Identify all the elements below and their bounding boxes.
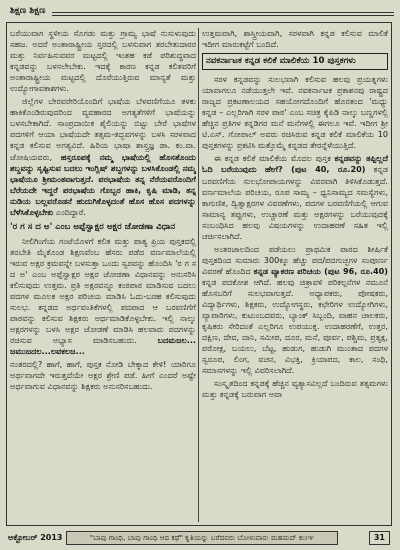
right-paragraph-5: ಸಂಸ್ಕೃತದಿಂದ ಕನ್ನಡಕ್ಕೆ ಹೆಚ್ಚಿನ ವ್ಯತ್ಯಾಸವಿಲ್ಲದೆ ಬಂದಿರುವ ತತ್ಸಮಗಳು ಮತ್ತು ಕನ್ನಡಕ್ಕೆ ಬರುವಾಗ ಅವಾ <box>202 378 388 400</box>
left-paragraph-2-text: ಜಿಲ್ಲೆಗಳ ಬೇರವರೇರಿಯೊಂದಿಗೆ ಭಾಷೆಯ ಬೆಳವಣಿಗೆಯೂ ತಳಕು ಹಾಕಿಕೊಂಡಿರುವುದರಿಂದ ವ್ಯವಹಾರದ ಅಗತ್ಯತೆಗಳಿಗೆ ಭಾಷೆಯನ್ನು ಬಳಸಬೇಕಾಗಿದೆ. ಸಾಂಪ್ರದಾಯಿಕ ಶೈಲಿಯನ್ನು ಬಿಟ್ಟು ಬೇರೆ ಭಾಷೆಗಳ ಪದಗಳಿಗೆ ಆಯಾ ಭಾಷೆಯದೇ ತತ್ಸಮ-ತದ್ಭವಗಳನ್ನು ಬಳಸಿ ಸರಳವಾದ ಕನ್ನಡ ಕಲಿಸುವ ಅಗತ್ಯವಿದೆ. ಹಿರಿಯ ಭಾಷಾ ಶಾಸ್ತ್ರಜ್ಞ ಡಾ. ಕಂ.ವಾ. ಜೋಷಿಯವರು, <box>10 96 196 162</box>
left-paragraph-1: ಬರೆಯುವಾಗ ಸ್ಥಳೀಯ ಸೊಗಡು ಮತ್ತು ಗ್ರಾಮ್ಯ ಭಾಷೆ ನುಸುಳುವುದು ಸಹಜ. ಅದರೆ ಅಂತಾರಾಷ್ಟ್ರೀಯ ಸ್ತರದಲ್ಲಿ ಬಳಸುವಾಗ ತರಬೇತುದಾರರ ಮತ್ತು ನಿರ್ವಹಿಸುವವರ ಮಟ್ಟದಲ್ಲಿ ಇಂತಹ ಕಡೆ ಪರಿಶುದ್ಧವಾದ ಕನ್ನಡವನ್ನು ಬಳಸಲೇಬೇಕು. ಇದಕ್ಕೆ ಕಾರಣ ಕನ್ನಡ ಕಲಿತವರಿಗೆ ಅಂತಾರಾಷ್ಟ್ರೀಯ ಮಟ್ಟದಲ್ಲಿ ದೊರೆಯುತ್ತಿರುವ ಮಾನ್ಯತೆ ಮತ್ತು ಉದ್ಯೋಗಾವಕಾಶಗಳು. <box>10 28 196 94</box>
left-subheading: 'ರ ಗ ಸ ದ ಅ' ಎಂಬ ಅಪ್ಪೆಸ್ವಾಕ್ಷರ ಅಕ್ಷರ ಜೋಡಣಾ ವಿಧಾನ <box>10 221 176 232</box>
left-paragraph-2-end: ಎಂದಿದ್ದಾರೆ. <box>53 206 86 217</box>
right-paragraph-2: ಸರಳ ಕನ್ನಡವನ್ನು ಸುಲಭವಾಗಿ ಕಲಿಸುವ ಹಲವು ಪ್ರಯತ್ನಗಳು ಯಾವಾಗಲೂ ನಡೆಯುತ್ತಲೇ ಇವೆ. ನವಕರ್ನಾಟಕ ಪ್ರಕಾಶನವು ರಾಷ್ಟ್ರದ ರಾಜ್ಯದ ಪ್ರಕಟಣಾಲಯದ ಸಹಯೋಗದೊಂದಿಗೆ ಹೊರತಂದ 'ಮಧ್ಯು ಕನ್ನಡ – ಎಲ್ಲರಿಗಾಗಿ ಸರಳ ಪಾಠ' ಎಂಬ ಸಚಿತ್ರ ಕೈಪಿಡಿ ನಾಲ್ಕು ಬಣ್ಣಗಳಲ್ಲಿ ಹೆಚ್ಚಿನ ಪ್ರತಿಗಳ ಕನ್ನಡಿಗರ ಮನೆ ಮನೆಗಳಲ್ಲಿ ಈಗಲೂ ಇವೆ. ಇದೀಗ ಶ್ರೀ ಟಿ.ಎಸ್. ಗೋಪಾಲ್ ಅವರು ರಚಿಸಿರುವ ಕನ್ನಡ ಕಲಿಕೆ ಮಾಲಿಕೆಯ 10 ಪುಸ್ತಕಗಳನ್ನು ಪ್ರಕಟಿಸಿ ಮತ್ತೊಮ್ಮೆ ಕನ್ನಡದ ತೇರನ್ನೆಳೆಯುತ್ತಿದೆ. <box>202 74 388 151</box>
right-paragraph-4-rest: ಕನ್ನಡ ಪದಕೋಶ ಆಗಿದೆ. ಹಲವು ಚಿತ್ರಾವಳಿ ಪರಿಕಲ್ಪನೆಗಳ ನಮೂನೆ ಹೊಸಬರಿಗೆ ಸುಲಭವಾಗುತ್ತದೆ. ಅಧ್ಯಾಪಕರು, ಪೋಷಕರು, ವಿದ್ಯಾರ್ಥಿಗಳು, ಶಿಕ್ಷಕರು, ಉದ್ಯೋಗಸ್ಥರು, ಕಛೇರಿಗಳ ಉದ್ಯೋಗಿಗಳು, ವ್ಯಾಪಾರಿಗಳು, ಕುಟುಂಬದವರು, ಬ್ಯಾಂಕ್ ಸಿಬ್ಬಂದಿ, ವಾಹನ ಚಾಲಕರು, ಕೃಷಿಕರು ಸೇರಿದಂತೆ ಎಲ್ಲರಿಗೂ ಉಪಯುಕ್ತ. ಉದಾಹರಣೆಗೆ, ಉತ್ತರ, ದಕ್ಷಿಣ, ದೇವ, ದಾನಿ, ಸಮೀಪ, ದೂರ, ಮನೆ, ಪೂರ್ವ, ಪಶ್ಚಿಮ, ಪ್ರತ್ಯಕ್ಷ, ಪರೋಕ್ಷ, ಬಯಲು, ಬೆಟ್ಟ, ಹುಡುಗ, ಹುಡುಗಿ ಮುಂತಾದ ಪದಗಳ ಸ್ವರೂಪ, ಲಿಂಗ, ವಚನ, ವಿಭಕ್ತಿ, ಕ್ರಿಯಾಪದ, ಕಾಲ, ಸಂಧಿ, ಸಮಾಸಗಳನ್ನು ಇಲ್ಲಿ ವಿವರಿಸಲಾಗಿದೆ. <box>202 276 388 376</box>
right-paragraph-3-rest: ಕನ್ನಡ ಬರವಣಿಗೆಯ ಸುಲಭೋಪಾಯಗಳನ್ನು ವಿವರವಾಗಿ ತಿಳಿಸಿಕೊಡುತ್ತದೆ. ವರ್ಣಮಾಲೆಯ ಪರಿಚಯ, ರೂಪ ಸಾಮ್ಯ – ಧ್ವನಿಸಾಮ್ಯದ ಸಮಸ್ಯೆಗಳು, ಕಾಗುಣಿತ, ದ್ವಿತ್ವಾಕ್ಷರಗಳ ವಿವರಣೆಗಳು, ಪದಗಳ ಬರವಣಿಗೆಯಲ್ಲಿ ಆಗುವ ಸಾಮಾನ್ಯ ತಪ್ಪುಗಳು, ಉಚ್ಚಾರಣೆ ಮತ್ತು ಅಕ್ಷರಗಳನ್ನು ಬರೆಯುವುದಕ್ಕೆ ಸಂಬಂಧಿಸಿದ ಹಲವು ವಿಷಯಗಳನ್ನು ಉದಾಹರಣೆ ಸಹಿತ ಇಲ್ಲಿ ಚರ್ಚಿಸಲಾಗಿದೆ. <box>202 164 388 241</box>
right-boxed-heading: ನವಕರ್ನಾಟಕ ಕನ್ನಡ ಕಲಿಕೆ ಮಾಲಿಕೆಯ 10 ಪುಸ್ತಕಗಳು <box>202 53 388 70</box>
header-rule <box>52 12 394 16</box>
column-divider <box>198 28 199 522</box>
right-paragraph-3 <box>202 153 388 241</box>
left-paragraph-2 <box>10 96 196 218</box>
page-number: 31 <box>369 531 390 545</box>
left-column <box>10 28 196 522</box>
footer-banner: "ಬಾಪು ಗಾಂಧಿ, ಬಾಪು ಗಾಂಧಿ ಆದ ಕಥೆ" ಕೃತಿಯನ್ನು ಬರೆದವರು ಬೋಳುವಾರು ಮಹಮದ್ ಕುಂಞ <box>66 531 338 545</box>
right-paragraph-4-book-title: ಕನ್ನಡ ವ್ಯಾಕರಣ ಪರಿಚಯ (ಪುಟ 96, ರೂ.40) <box>253 265 388 276</box>
left-paragraph-3-words: ಬದಮಜಲ... ಜಮುಜದಲ...ಲವಕಲಜ... <box>10 335 196 357</box>
section-title: ಶಿಕ್ಷಣ ಶಿಕ್ಷಣ <box>10 6 46 16</box>
page-header <box>4 3 396 21</box>
left-paragraph-2-quote: ಹಸ್ತರೂಪಕ್ಕೆ ನಮ್ಮ ಭಾಷೆಯಲ್ಲಿ ಹೊಸತೊಂದು ಶಬ್ದವನ್ನು ಸೃಷ್ಟಿಸುವ ಬದಲು ಇಂಗ್ಲಿಷ್ ಶಬ್ದಗಳನ್ನು ಬಳಸಿಕೊಂಡಲ್ಲಿ ನಮ್ಮ ಭಾಷೆಯೂ ಶ್ರೀಮಂತವಾಗುತ್ತದೆ. ಪರಭಾಷೆಯ ತನ್ನ ನೆರೆಯವರೊಂದಿಗೆ ಬೆರೆಯದೇ ಇದ್ದರೆ ಪರಭಾಷೆಯ ಗೊಬ್ಬರ ಹಾಕಿ, ಕೃಷಿ ಮಾಡಿ, ತನ್ನ ನುಡಿಯ ಬಲ್ಲವರೊಡನೆ ಹುದುಗಿಕೊಳ್ಳದಂತೆ ಹೊಸ ಹೊಸ ಪದಗಳನ್ನು ಬೆಳೆಸಿಕೊಳ್ಳಬೇಕು <box>10 151 196 217</box>
right-paragraph-1: ಉತ್ತಮವಾಗಿ, ಶಾಸ್ತ್ರೀಯವಾಗಿ, ಸರಳವಾಗಿ ಕನ್ನಡ ಕಲಿಸುವ ಮಾಲಿಕೆ ಇದೀಗ ಮಾರುಕಟ್ಟೆಗೆ ಬಂದಿದೆ. <box>202 28 388 50</box>
left-paragraph-3 <box>10 236 196 358</box>
left-paragraph-4: ನಂತರದಲ್ಲಿ? ಹಾಗೆ, ಹಾಗೆ, ಪುಸ್ತಕ ನೋಡಿ ಬೇಕ್ಕಾದ ಕೇಳಿ! ಯಾರಿಗೂ ಅರ್ಥವಾಗದೇ ಇರುತ್ತದೆಯೇ ಅಕ್ಷರ ಶ್ರೇಣಿ ಪಡೆ. ಹೀಗೆ ಎಂದರೆ ಅಷ್ಟೇ ಅರ್ಥವಾಗುವ ವಿಧಾನವನ್ನು ಶಿಕ್ಷಕರು ಅನುಸರಿಸಬಹುದು. <box>10 359 196 392</box>
right-paragraph-3-start: ಈ ಕನ್ನಡ ಕಲಿಕೆ ಮಾಲಿಕೆಯ ಮೊದಲ ಪುಸ್ತಕ <box>214 153 335 164</box>
right-paragraph-3-book-title: ಕನ್ನಡವನ್ನು ತಪ್ಪಿಲ್ಲದೆ ಓದಿ ಬರೆಯುವುದು ಹೇಗೆ? (ಪುಟ 40, ರೂ.20) <box>202 153 388 175</box>
page-footer <box>6 530 392 546</box>
right-paragraph-4-start: ಅಂತರಜಾಲದಿಂದ ಪಡೆಯಲು ಪ್ರಾಥಮಿಕ ಪಾಠದ ಶೀರ್ಷಿಕೆ ಪುಸ್ತಕದಿಂದ ಸುಮಾರು 300ಕ್ಕೂ ಹೆಚ್ಚು ಪದ/ಪದಗುಚ್ಛಗಳ ಸಂಪೂರ್ಣ ವಿವರಣೆ ಹೊಂದಿದ <box>202 243 388 276</box>
issue-date: ಅಕ್ಟೋಬರ್ 2013 <box>8 533 63 542</box>
right-paragraph-4 <box>202 244 388 377</box>
left-paragraph-3-text: ನೀಲಿಗಿಂಗೆಯ ಗಂಟೆಯೊಳಗೆ ಕಲಿತ ಮತ್ತು ಪಾತ್ಯ ಪ್ರಿಯ ಪುಸ್ತಕದಲ್ಲಿ ತರಬೇತಿ ಮೈಕೊಂಡ ಶಿಕ್ಷಣವೆಂಬ ಹೆಸರು ಪಡೆದ ವರ್ಣಮಾಲೆಯಲ್ಲಿ ಇರುವ ಅಕ್ಷರ ಕ್ರಮವನ್ನೇ ಬಳಸುತ್ತಾ ಒಂದು ಸ್ವರವನ್ನು ಹೊಂದಿಸಿ 'ರ ಗ ಸ ದ ಅ' ಎಂಬ ಅಪ್ಪೆಸ್ವಾಕ್ಷರ ಅಕ್ಷರ ಜೋಡಣಾ ವಿಧಾನವನ್ನು ಅನುಸರಿಸಿ ಕಲಿಸುವುದು ಉತ್ತಮ. ಪ್ರತಿ ಅಕ್ಷರವನ್ನೂ ಕಂಠಪಾಠ ಮಾಡಿಸುವ ಬದಲು ಪದಗಳ ಮೂಲಕ ಅಕ್ಷರ ಪರಿಚಯ ಮಾಡಿಸಿ ಓದು-ಬರಹ ಕಲಿಸುವುದು ಸುಲಭ. ಕನ್ನಡದ ಅರ್ಥವಂತಿಕೆಗಳಲ್ಲಿ ಪದಪಾದ ಆ ಬರವಣಿಗೆಗೆ ಪಾಠವನ್ನು ಕಲಿಸುವ ಶಿಕ್ಷಕರು ಅರ್ಥಮಾಡಿಕೊಳ್ಳಬೇಕು. ಇಲ್ಲಿ ನಾಲ್ಕು ಅಕ್ಷರಗಳನ್ನು ಬಳಸಿ ಅಕ್ಷರ ಜೋಡಣೆ ಮಾಡಿಸಿ ಹಲವಾರು ಪದಗಳನ್ನು ರಚಿಸುವ ಅಭ್ಯಾಸ ಮಾಡಿಸಬಹುದು. <box>10 235 196 346</box>
right-column <box>202 28 388 522</box>
